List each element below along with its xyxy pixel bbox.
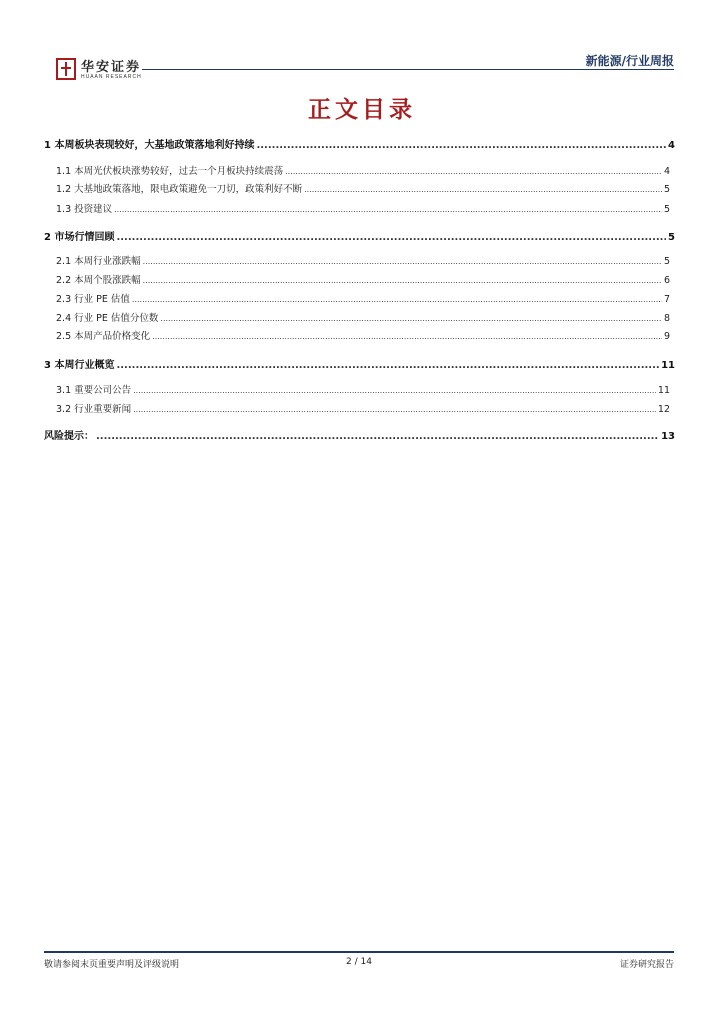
report-type: 新能源/行业周报	[585, 54, 674, 68]
toc-entry[interactable]	[56, 272, 670, 286]
header-divider	[142, 69, 674, 70]
toc-entry-text: 2.4 行业 PE 估值分位数	[56, 313, 159, 324]
toc-entry[interactable]	[56, 291, 670, 305]
toc-entry[interactable]	[44, 228, 675, 243]
toc-entry[interactable]	[56, 253, 670, 267]
toc-entry[interactable]	[44, 136, 675, 151]
logo-icon	[56, 58, 76, 80]
toc-entry-text: 2 市场行情回顾	[44, 232, 115, 243]
toc-entry-page: 7	[663, 294, 670, 305]
toc-entry-page: 9	[663, 331, 670, 342]
toc-entry[interactable]	[56, 382, 670, 396]
toc-entry-page: 6	[663, 275, 670, 286]
toc-entry[interactable]	[56, 201, 670, 215]
toc-entry-page: 12	[657, 404, 670, 415]
toc-entry-page: 8	[663, 313, 670, 324]
toc-entry-text: 风险提示：	[44, 431, 94, 442]
toc-entry-text: 2.1 本周行业涨跌幅	[56, 256, 141, 267]
toc-entry-page: 5	[663, 184, 670, 195]
toc-entry[interactable]	[56, 181, 670, 195]
toc-entry-text: 1.1 本周光伏板块涨势较好，过去一个月板块持续震荡	[56, 166, 284, 177]
toc-entry[interactable]	[56, 401, 670, 415]
toc-entry-text: 1.2 大基地政策落地，限电政策避免一刀切，政策利好不断	[56, 184, 303, 195]
toc-entry-page: 5	[663, 204, 670, 215]
footer-doc-type: 证券研究报告	[619, 960, 674, 970]
page-number: 2 / 14	[346, 957, 372, 967]
toc-entry-text: 1 本周板块表现较好，大基地政策落地利好持续	[44, 140, 255, 151]
toc-entry[interactable]	[56, 328, 670, 342]
toc-entry[interactable]	[44, 356, 675, 371]
toc-entry-text: 1.3 投资建议	[56, 204, 113, 215]
toc-entry-page: 4	[668, 140, 675, 151]
footer-divider	[44, 951, 674, 953]
logo-text: 华安证券	[81, 60, 142, 75]
footer-disclaimer: 敬请参阅末页重要声明及评级说明	[44, 960, 180, 970]
toc-entry[interactable]	[44, 427, 675, 442]
toc-entry[interactable]	[56, 163, 670, 177]
toc-entry-text: 3.1 重要公司公告	[56, 385, 132, 396]
toc-entry[interactable]	[56, 310, 670, 324]
toc-entry-text: 2.3 行业 PE 估值	[56, 294, 130, 305]
toc-entry-page: 5	[663, 256, 670, 267]
logo-subtitle: HUAAN RESEARCH	[81, 74, 142, 80]
page-header	[44, 50, 674, 90]
toc-entry-page: 5	[668, 232, 675, 243]
toc-title: 正文目录	[308, 96, 416, 123]
toc-entry-text: 2.5 本周产品价格变化	[56, 331, 151, 342]
company-logo	[56, 58, 174, 86]
toc-entry-text: 2.2 本周个股涨跌幅	[56, 275, 141, 286]
toc-entry-page: 13	[661, 431, 675, 442]
toc-entry-page: 4	[663, 166, 670, 177]
toc-entry-text: 3.2 行业重要新闻	[56, 404, 132, 415]
toc-entry-page: 11	[661, 360, 675, 371]
toc-entry-page: 11	[657, 385, 670, 396]
toc-entry-text: 3 本周行业概览	[44, 360, 115, 371]
